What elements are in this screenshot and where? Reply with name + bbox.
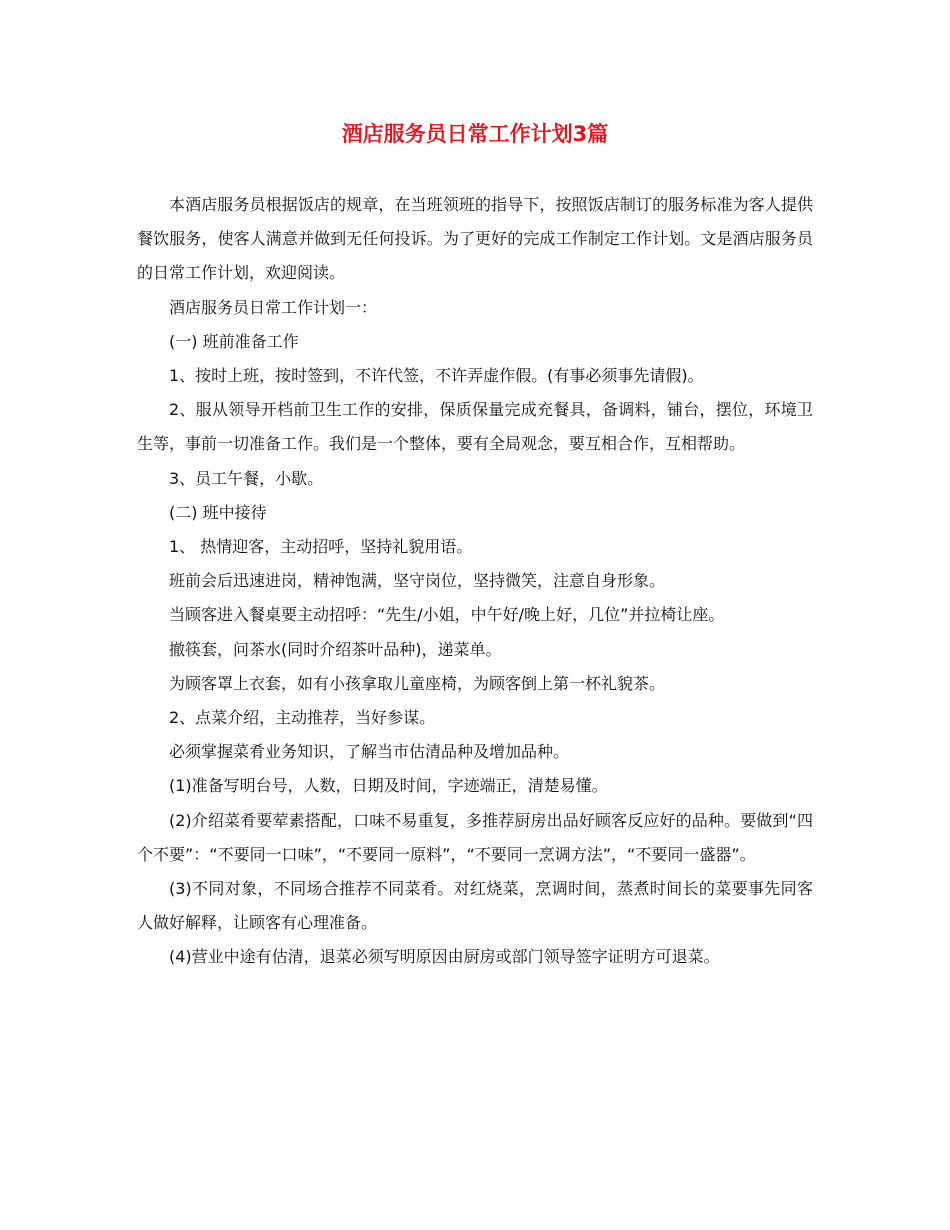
paragraph: 3、员工午餐，小歇。 [169,468,324,488]
paragraph: (3)不同对象，不同场合推荐不同菜肴。对红烧菜，烹调时间，蒸煮时间长的菜要事先同客人做好解释，让顾客有心理准备。 [137,879,813,933]
paragraph: 撤筷套，问茶水(同时介绍茶叶品种)，递菜单。 [169,639,502,659]
paragraph: 2、服从领导开档前卫生工作的安排，保质保量完成充餐具，备调料，铺台，摆位，环境卫生等，事前一切准备工作。我们是一个整体，要有全局观念，要互相合作，互相帮助。 [137,400,813,454]
document-title: 酒店服务员日常工作计划3篇 [341,122,609,146]
paragraph: 1、 热情迎客，主动招呼，坚持礼貌用语。 [169,537,473,557]
paragraph: 必须掌握菜肴业务知识，了解当市估清品种及增加品种。 [169,742,570,762]
paragraph: (1)准备写明台号，人数，日期及时间，字迹端正，清楚易懂。 [169,776,608,796]
paragraph: 班前会后迅速进岗，精神饱满，坚守岗位，坚持微笑，注意自身形象。 [169,571,666,591]
section-heading: 酒店服务员日常工作计划一： [169,297,378,317]
paragraph: (2)介绍菜肴要荤素搭配，口味不易重复，多推荐厨房出品好顾客反应好的品种。要做到“四个不要”：“不要同一口味”，“不要同一原料”，“不要同一烹调方法”，“不要同一盛器”。 [137,810,813,864]
paragraph: 1、按时上班，按时签到，不许代签，不许弄虚作假。(有事必须事先请假)。 [169,366,704,386]
paragraph: 2、点菜介绍，主动推荐，当好参谋。 [169,708,436,728]
paragraph: 当顾客进入餐桌要主动招呼：“先生/小姐，中午好/晚上好，几位”并拉椅让座。 [169,605,725,625]
paragraph-intro: 本酒店服务员根据饭店的规章，在当班领班的指导下，按照饭店制订的服务标准为客人提供餐饮服务，使客人满意并做到无任何投诉。为了更好的完成工作制定工作计划。文是酒店服务员的日常工作计划，欢迎阅读。 [137,195,813,283]
paragraph: 为顾客罩上衣套，如有小孩拿取儿童座椅，为顾客倒上第一杯礼貌茶。 [169,673,666,693]
document-body [137,188,813,975]
paragraph: (4)营业中途有估清，退菜必须写明原因由厨房或部门领导签字证明方可退菜。 [169,947,720,967]
subsection-heading: (二) 班中接待 [169,502,267,522]
subsection-heading: (一) 班前准备工作 [169,331,299,351]
